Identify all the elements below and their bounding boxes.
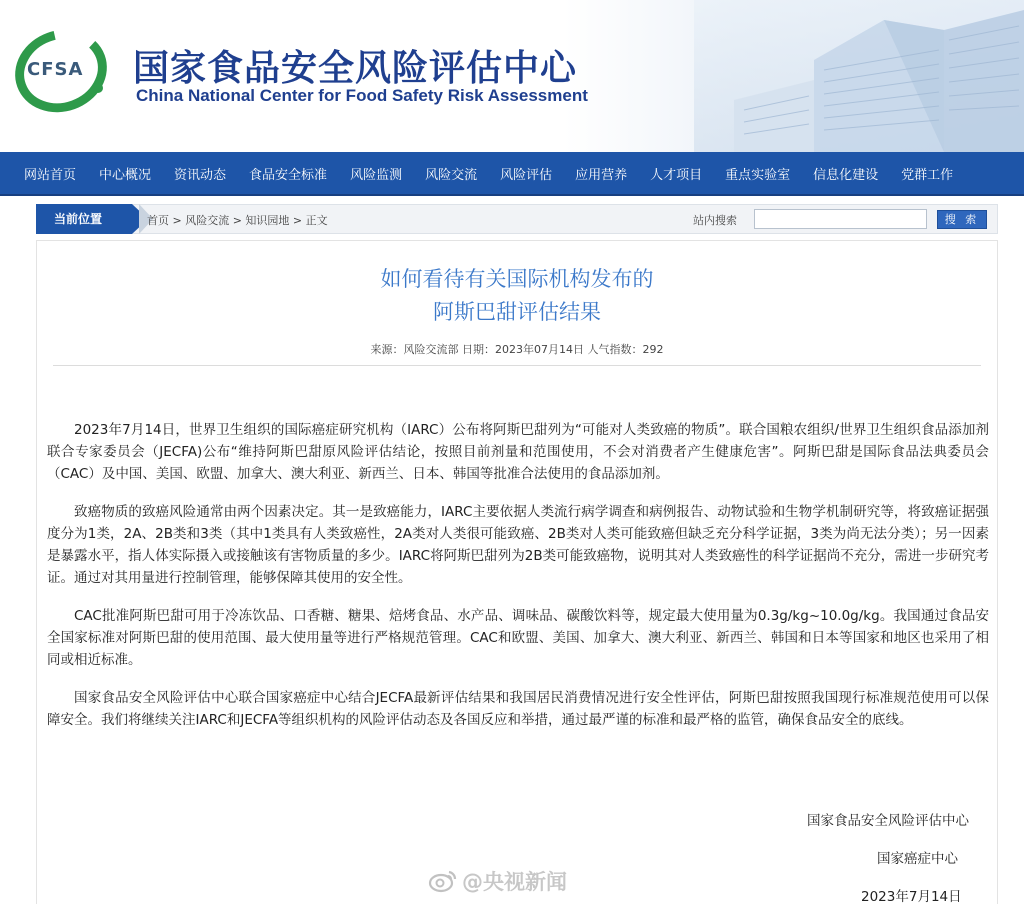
logo-text: CFSA <box>27 59 84 80</box>
paragraph: 国家食品安全风险评估中心联合国家癌症中心结合JECFA最新评估结果和我国居民消费情况进行安全性评估，阿斯巴甜按照我国现行标准规范使用可以保障安全。我们将继续关注IARC和JECFA等组织机构的风险评估动态及各国反应和举措，通过最严谨的标准和最严格的监管，确保食品安全的底线。 <box>47 690 989 728</box>
article-title <box>37 263 997 329</box>
location-bar <box>36 204 998 234</box>
site-title-cn: 国家食品安全风险评估中心 <box>133 48 578 89</box>
nav-item-news[interactable]: 资讯动态 <box>174 167 227 183</box>
article-meta: 来源：风险交流部 日期：2023年07月14日 人气指数：292 <box>370 343 664 356</box>
nav-item-communication[interactable]: 风险交流 <box>425 167 478 183</box>
nav-item-about[interactable]: 中心概况 <box>99 167 152 183</box>
paragraph: CAC批准阿斯巴甜可用于冷冻饮品、口香糖、糖果、焙烤食品、水产品、调味品、碳酸饮料等，规定最大使用量为0.3g/kg~10.0g/kg。我国通过食品安全国家标准对阿斯巴甜的使用范围、最大使用量等进行严格规范管理。CAC和欧盟、美国、加拿大、澳大利亚、新西兰、韩国和日本等国家和地区也采用了相同或相近标准。 <box>47 608 989 668</box>
building-image <box>694 0 1024 152</box>
nav-item-standards[interactable]: 食品安全标准 <box>249 167 328 183</box>
signature-date: 2023年7月14日 <box>861 889 962 904</box>
article-title-line1: 如何看待有关国际机构发布的 <box>380 267 654 291</box>
main-nav <box>0 152 1024 196</box>
nav-item-monitoring[interactable]: 风险监测 <box>350 167 403 183</box>
site-title-en: China National Center for Food Safety Risk Assessment <box>136 86 588 105</box>
nav-item-nutrition[interactable]: 应用营养 <box>575 167 628 183</box>
nav-item-talent[interactable]: 人才项目 <box>650 167 703 183</box>
nav-item-it[interactable]: 信息化建设 <box>813 167 879 183</box>
article-body <box>47 419 989 747</box>
nav-item-lab[interactable]: 重点实验室 <box>725 167 791 183</box>
signature-org1: 国家食品安全风险评估中心 <box>807 813 969 829</box>
weibo-icon <box>428 868 458 894</box>
breadcrumb[interactable]: 首页 > 风险交流 > 知识园地 > 正文 <box>147 214 328 227</box>
nav-item-assessment[interactable]: 风险评估 <box>500 167 553 183</box>
search-label: 站内搜索 <box>693 214 737 227</box>
article-title-line2: 阿斯巴甜评估结果 <box>433 300 601 324</box>
watermark-text: @央视新闻 <box>462 870 567 894</box>
nav-item-home[interactable]: 网站首页 <box>24 167 77 183</box>
site-header <box>0 0 1024 152</box>
divider <box>53 365 981 366</box>
current-location-label: 当前位置 <box>36 204 132 234</box>
search-input[interactable] <box>754 209 927 229</box>
signature-org2: 国家癌症中心 <box>877 851 958 867</box>
paragraph: 2023年7月14日，世界卫生组织的国际癌症研究机构（IARC）公布将阿斯巴甜列为“可能对人类致癌的物质”。联合国粮农组织/世界卫生组织食品添加剂联合专家委员会（JECFA)公布“维持阿斯巴甜原风险评估结论，按照目前剂量和范围使用，不会对消费者产生健康危害”。阿斯巴甜是国际食品法典委员会（CAC）及中国、美国、欧盟、加拿大、澳大利亚、新西兰、日本、韩国等批准合法使用的食品添加剂。 <box>47 422 989 482</box>
article-container <box>36 240 998 904</box>
search-button[interactable]: 搜 索 <box>937 210 987 229</box>
nav-item-party[interactable]: 党群工作 <box>901 167 954 183</box>
watermark <box>428 866 567 896</box>
paragraph: 致癌物质的致癌风险通常由两个因素决定。其一是致癌能力，IARC主要依据人类流行病学调查和病例报告、动物试验和生物学机制研究等，将致癌证据强度分为1类，2A、2B类和3类（其中1类具有人类致癌性，2A类对人类很可能致癌、2B类对人类可能致癌但缺乏充分科学证据，3类为尚无法分类）；另一因素是暴露水平，指人体实际摄入或接触该有害物质量的多少。IARC将阿斯巴甜列为2B类可能致癌物，说明其对人类致癌性的科学证据尚不充分，需进一步研究考证。通过对其用量进行控制管理，能够保障其使用的安全性。 <box>47 504 989 586</box>
